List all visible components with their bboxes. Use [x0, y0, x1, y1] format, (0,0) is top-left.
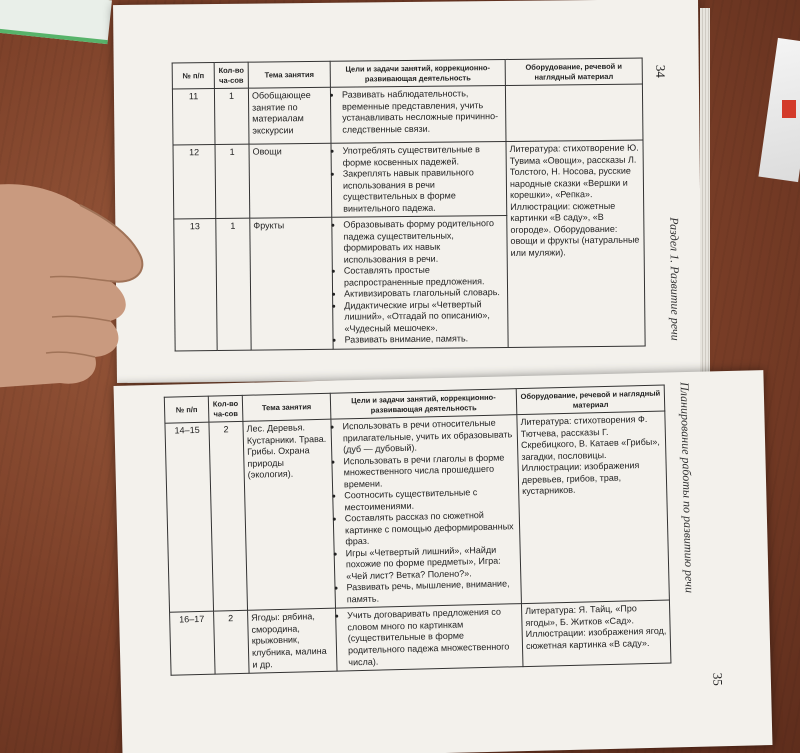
table-row: [165, 411, 669, 612]
table-row: [172, 84, 643, 145]
lesson-table-top: [172, 58, 646, 352]
header-num: № п/п: [164, 396, 209, 423]
goal-item: • Использовать в речи относительные прилагательные, учить их образовывать (дуб — дубовый).: [342, 417, 514, 456]
origami-red-detail: [782, 100, 796, 118]
header-num: № п/п: [172, 63, 214, 90]
goal-item: • Соотносить существительные с местоимениями.: [344, 486, 516, 513]
goal-item: • Составлять простые распространенные предложения.: [344, 264, 504, 289]
row-topic: Лес. Деревья. Кустарники. Трава. Грибы. Охрана природы (экология).: [243, 419, 336, 610]
goal-item: • Дидактические игры «Четвертый лишний», «Отгадай по описанию», «Чудесный мешочек».: [344, 299, 504, 335]
goal-item: • Активизировать глагольный словарь.: [344, 287, 504, 300]
goal-item: • Образовывать форму родительного падежа существительных, формировать их навык использования в речи.: [343, 218, 503, 266]
header-topic: Тема занятия: [242, 393, 331, 421]
goal-item: • Составлять рассказ по сюжетной картинке с помощью деформированных фраз.: [345, 510, 517, 549]
goal-item: • Развивать речь, мышление, внимание, память.: [346, 579, 518, 606]
page-stack-edge: [700, 8, 710, 378]
row-materials: Литература: стихотворения Ф. Тютчева, рассказы Г. Скребицкого, В. Катаев «Грибы», загадки, пословицы. Иллюстрации: изображения деревьев, грибов, трав, кустарников.: [517, 411, 670, 604]
goal-item: • Использовать в речи глаголы в форме множественного числа прошедшего времени.: [343, 452, 515, 491]
goal-item: • Игры «Четвертый лишний», «Найди похожие по форме предметы», Игра: «Чей лист? Ветка? Полено?».: [346, 544, 518, 583]
row-num: 16–17: [170, 612, 216, 676]
row-materials: Литература: Я. Тайц, «Про ягоды», Б. Житков «Сад». Иллюстрации: изображения ягод, сюжетная картинка «В саду».: [521, 600, 670, 666]
row-goals: [330, 86, 506, 144]
row-num: 14–15: [165, 422, 214, 612]
table-row: [173, 140, 644, 219]
row-num: 13: [174, 219, 217, 351]
row-num: 11: [172, 89, 215, 145]
row-topic: Фрукты: [250, 218, 333, 351]
header-goals: Цели и задачи занятий, коррекционно-развивающая деятельность: [330, 59, 505, 87]
row-goals: [331, 142, 507, 218]
row-topic: Обобщающее занятие по материалам экскурсии: [248, 87, 331, 144]
header-topic: Тема занятия: [248, 61, 330, 88]
goal-item: • Развивать внимание, память.: [345, 333, 505, 346]
goal-item: • Употреблять существительные в форме косвенных падежей.: [343, 144, 503, 169]
row-materials: [505, 84, 643, 141]
book-page-35: [114, 370, 773, 753]
goal-item: • Развивать наблюдательность, временные представления, учить устанавливать несложные причинно-следственные связи.: [342, 88, 502, 136]
row-topic: Ягоды: рябина, смородина, крыжовник, клубника, малина и др.: [248, 609, 338, 674]
running-head: Раздел 1. Развитие речи: [667, 217, 683, 341]
header-materials: Оборудование, речевой и наглядный материал: [516, 385, 665, 415]
header-hours: Кол-во ча-сов: [214, 62, 248, 89]
row-hours: 1: [216, 218, 251, 350]
row-goals: [332, 216, 508, 349]
table-row: [170, 600, 671, 675]
goal-item: • Закреплять навык правильного использования в речи существительных в форме винительного падежа.: [343, 167, 503, 215]
row-hours: 2: [214, 611, 250, 674]
header-goals: Цели и задачи занятий, коррекционно-развивающая деятельность: [330, 389, 517, 420]
row-hours: 2: [209, 422, 248, 612]
row-topic: Овощи: [249, 143, 332, 218]
page-number: 35: [710, 672, 726, 686]
goal-item: • Учить договаривать предложения со словом много по картинкам (существительные в форме родительного падежа множественного числа).: [347, 607, 519, 669]
row-goals: [336, 604, 523, 671]
page-number: 34: [653, 64, 669, 78]
row-goals: [331, 415, 522, 609]
book-page-34: [113, 0, 702, 383]
header-hours: Кол-во ча-сов: [208, 395, 243, 422]
row-materials: Литература: стихотворение Ю. Тувима «Овощи», рассказы Л. Толстого, Н. Носова, русские народные сказки «Вершки и корешки», «Репка». Иллюстрации: сюжетные картинки «В саду», «В огороде». Оборудование: овощи и фрукты (натуральные или муляжи).: [506, 140, 645, 347]
row-num: 12: [173, 145, 216, 220]
lesson-table-bottom: [164, 385, 672, 676]
running-head: Планирование работы по развитию речи: [677, 381, 697, 594]
row-hours: 1: [214, 88, 249, 144]
hand-holding-book: [0, 175, 170, 405]
header-materials: Оборудование, речевой и наглядный материал: [505, 58, 642, 86]
row-hours: 1: [215, 144, 250, 218]
